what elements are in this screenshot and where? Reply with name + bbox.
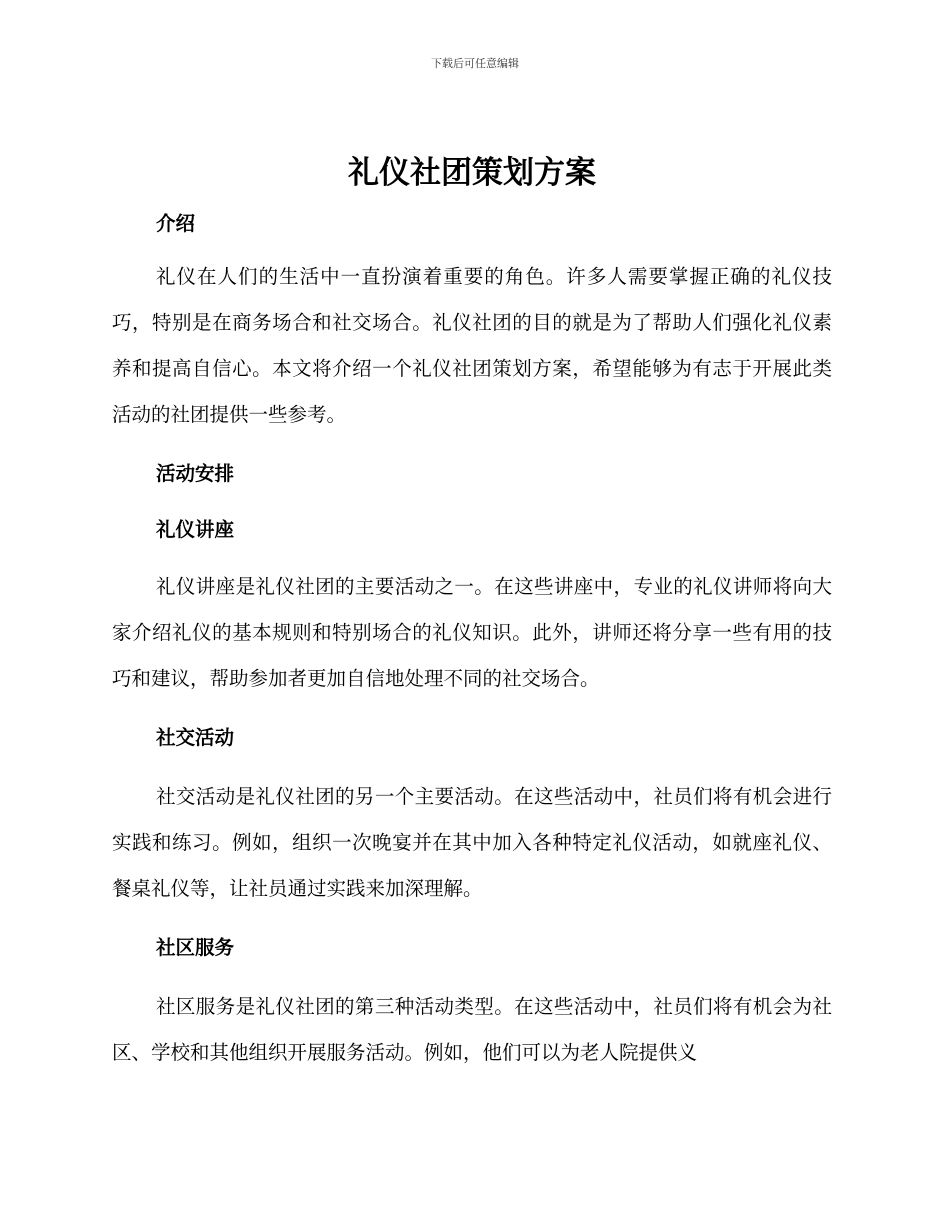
section-heading-community-service: 社区服务 [156,936,235,959]
section-heading-social-activities: 社交活动 [156,726,235,749]
section-heading-introduction: 介绍 [156,212,196,235]
page-header-note: 下载后可任意编辑 [431,57,519,70]
paragraph-introduction: 礼仪在人们的生活中一直扮演着重要的角色。许多人需要掌握正确的礼仪技巧，特别是在商务场合和社交场合。礼仪社团的目的就是为了帮助人们强化礼仪素养和提高自信心。本文将介绍一个礼仪社团策划方案，希望能够为有志于开展此类活动的社团提供一些参考。 [112,265,832,426]
section-heading-activities: 活动安排 [156,462,235,485]
document-body [112,150,832,1088]
paragraph-social-activities: 社交活动是礼仪社团的另一个主要活动。在这些活动中，社员们将有机会进行实践和练习。例如，组织一次晚宴并在其中加入各种特定礼仪活动，如就座礼仪、餐桌礼仪等，让社员通过实践来加深理解。 [112,785,832,900]
paragraph-community-service: 社区服务是礼仪社团的第三种活动类型。在这些活动中，社员们将有机会为社区、学校和其他组织开展服务活动。例如，他们可以为老人院提供义 [112,995,832,1064]
section-heading-etiquette-lecture: 礼仪讲座 [156,518,235,541]
document-title: 礼仪社团策划方案 [348,155,596,191]
paragraph-etiquette-lecture: 礼仪讲座是礼仪社团的主要活动之一。在这些讲座中，专业的礼仪讲师将向大家介绍礼仪的基本规则和特别场合的礼仪知识。此外，讲师还将分享一些有用的技巧和建议，帮助参加者更加自信地处理不同的社交场合。 [112,575,832,690]
